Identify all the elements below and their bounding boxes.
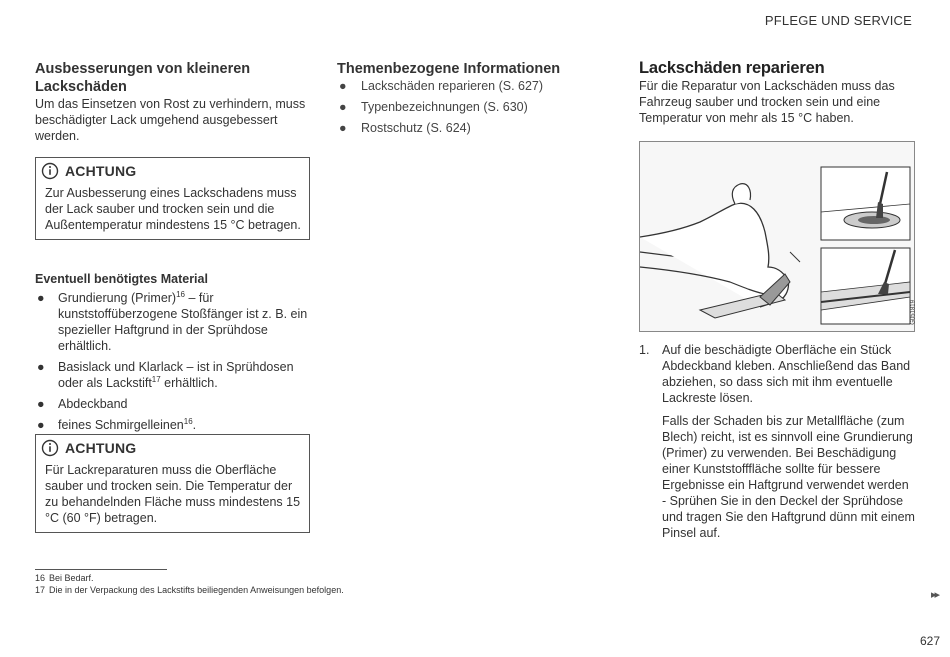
material-title: Eventuell benötigtes Material — [35, 272, 208, 286]
repair-illustration — [639, 141, 915, 332]
step-paragraph: Falls der Schaden bis zur Metallfläche (zum Blech) reicht, ist es sinnvoll eine Grundierung (Primer) zu verwenden. Bei Beschädigung einer Kunststofffläche sollte für bessere Ergebnisse ein Haftgrund verwendet werden - Sprühen Sie in den Deckel der Sprühdose und tragen Sie den Haftgrund dünn mit einem Pinsel auf. — [662, 414, 915, 540]
footnote: 17 Die in der Verpackung des Lackstifts beiliegenden Anweisungen befolgen. — [35, 585, 344, 595]
footnote-ref[interactable]: 16 — [183, 416, 193, 426]
list-item: ● Abdeckband — [37, 397, 128, 411]
right-intro: Für die Reparatur von Lackschäden muss das Fahrzeug sauber und trocken sein und eine Temperatur von mehr als 15 °C haben. — [639, 79, 895, 125]
step-list — [639, 342, 915, 548]
page-number: 627 — [919, 634, 940, 648]
warning-box-1 — [35, 157, 310, 240]
middle-column — [337, 60, 587, 141]
related-link[interactable]: ● Typenbezeichnungen (S. 630) — [339, 100, 528, 114]
related-link[interactable]: ● Rostschutz (S. 624) — [339, 121, 471, 135]
footnote-ref[interactable]: 17 — [151, 374, 161, 384]
list-item: ● feines Schmirgelleinen$^{16}$. — [37, 416, 197, 432]
next-page-icon[interactable]: ▸▸ — [930, 589, 938, 601]
related-heading: Themenbezogene Informationen — [337, 61, 561, 77]
bullet-icon: ● — [37, 360, 45, 374]
material-list — [35, 290, 310, 438]
related-link[interactable]: ● Lackschäden reparieren (S. 627) — [339, 79, 544, 93]
right-column — [639, 58, 915, 126]
footnote-divider — [35, 569, 167, 570]
bullet-icon: ● — [37, 418, 45, 432]
warning-box-2 — [35, 434, 310, 533]
illustration-drawing — [640, 142, 914, 331]
list-item: ● Grundierung (Primer)$^{16}$ – für kunststoffüberzogene Stoßfänger ist z. B. ein spezieller Haftgrund in der Sprühdose erhältlich. — [37, 289, 308, 353]
warning-text: Für Lackreparaturen muss die Oberfläche sauber und trocken sein. Die Temperatur der zu behandelnden Fläche muss mindestens 15 °C (60 °F) betragen. — [45, 463, 301, 525]
footnote-ref[interactable]: 16 — [176, 289, 185, 299]
page-title: Lackschäden reparieren — [639, 59, 825, 77]
step-paragraph: Auf die beschädigte Oberfläche ein Stück Abdeckband kleben. Anschließend das Band abziehen, so dass sich mit ihm eventuelle Lackreste lösen. — [662, 343, 911, 405]
left-column — [35, 60, 310, 144]
illustration-code: G051819 — [911, 300, 917, 325]
step-number: 1. — [639, 343, 650, 357]
bullet-icon: ● — [37, 397, 45, 411]
related-links — [337, 78, 587, 136]
warning-label: ACHTUNG — [65, 163, 137, 179]
info-icon — [41, 439, 59, 457]
warning-label: ACHTUNG — [65, 440, 137, 456]
warning-header — [36, 437, 309, 459]
bullet-icon: ● — [339, 121, 347, 135]
warning-text: Zur Ausbesserung eines Lackschadens muss der Lack sauber und trocken sein und die Außentemperatur mindestens 15 °C betragen. — [45, 186, 301, 232]
bullet-icon: ● — [37, 291, 45, 305]
bullet-icon: ● — [339, 79, 347, 93]
left-heading: Ausbesserungen von kleineren Lackschäden — [35, 61, 251, 95]
info-icon — [41, 162, 59, 180]
bullet-icon: ● — [339, 100, 347, 114]
list-item: ● Basislack und Klarlack – ist in Sprühdosen oder als Lackstift$^{17}$ erhältlich. — [37, 360, 294, 390]
step-item — [639, 342, 915, 541]
footnote: 16 Bei Bedarf. — [35, 573, 94, 583]
section-title: PFLEGE UND SERVICE — [764, 13, 912, 28]
warning-header — [36, 160, 309, 182]
left-intro: Um das Einsetzen von Rost zu verhindern, muss beschädigter Lack umgehend ausgebessert werden. — [35, 97, 306, 143]
